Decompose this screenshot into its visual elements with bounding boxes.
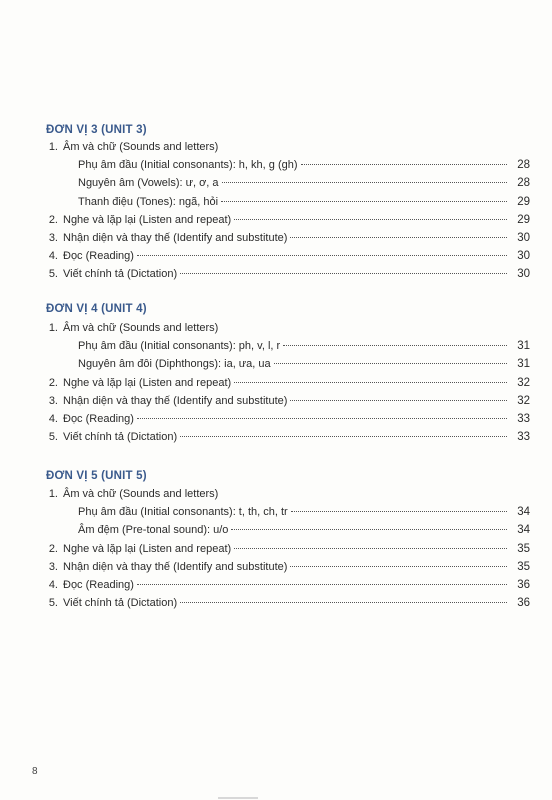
entry-label: Âm và chữ (Sounds and letters) [63, 141, 219, 153]
entry-label: Nhận diện và thay thế (Identify and substitute) [63, 560, 288, 573]
entry-number: 5. [48, 431, 58, 444]
toc-entry[interactable] [44, 393, 530, 409]
dot-leader [180, 436, 507, 437]
dot-leader [221, 201, 507, 202]
toc-subentry[interactable] [78, 175, 530, 191]
toc-entry[interactable] [44, 559, 530, 575]
dot-leader [222, 182, 507, 183]
entry-label: Phụ âm đầu (Initial consonants): ph, v, l, r [78, 340, 281, 353]
toc-subentry[interactable] [78, 356, 530, 372]
entry-page-number: 29 [517, 213, 530, 226]
dot-leader [234, 548, 507, 549]
toc-entry[interactable] [44, 541, 530, 557]
entry-label: Âm đệm (Pre-tonal sound): u/o [78, 524, 229, 537]
toc-entry[interactable] [44, 266, 530, 282]
entry-page-number: 28 [517, 177, 530, 190]
entry-label: Nghe và lặp lại (Listen and repeat) [63, 213, 232, 226]
toc-subentry[interactable] [78, 157, 530, 173]
entry-label: Viết chính tả (Dictation) [63, 268, 178, 281]
unit-title: ĐƠN VỊ 4 (UNIT 4) [46, 303, 147, 315]
entry-label: Đọc (Reading) [63, 250, 134, 263]
unit-title: ĐƠN VỊ 5 (UNIT 5) [46, 470, 147, 482]
toc-entry[interactable] [44, 212, 530, 228]
entry-number: 5. [48, 268, 58, 281]
entry-number: 1. [48, 322, 58, 334]
dot-leader [231, 529, 507, 530]
dot-leader [234, 382, 507, 383]
toc-subentry[interactable] [78, 194, 530, 210]
entry-page-number: 30 [517, 268, 530, 281]
entry-number: 3. [48, 394, 58, 407]
entry-number: 4. [48, 250, 58, 263]
dot-leader [137, 255, 507, 256]
toc-subentry[interactable] [78, 504, 530, 520]
entry-label: Nghe và lặp lại (Listen and repeat) [63, 542, 232, 555]
entry-label: Viết chính tả (Dictation) [63, 597, 178, 610]
entry-page-number: 36 [517, 597, 530, 610]
entry-number: 3. [48, 560, 58, 573]
entry-page-number: 31 [517, 358, 530, 371]
entry-label: Âm và chữ (Sounds and letters) [63, 488, 219, 500]
dot-leader [234, 219, 507, 220]
entry-label: Nhận diện và thay thế (Identify and substitute) [63, 232, 288, 244]
toc-entry[interactable] [44, 411, 530, 427]
dot-leader [180, 602, 507, 603]
dot-leader [274, 363, 507, 364]
entry-number: 1. [48, 488, 58, 500]
entry-page-number: 33 [517, 413, 530, 425]
entry-page-number: 28 [517, 159, 530, 172]
entry-label: Nguyên âm (Vowels): ư, ơ, a [78, 177, 219, 190]
entry-number: 3. [48, 232, 58, 244]
unit-title: ĐƠN VỊ 3 (UNIT 3) [46, 124, 147, 136]
entry-number: 2. [48, 376, 58, 389]
entry-label: Nguyên âm đôi (Diphthongs): ia, ưa, ua [78, 358, 271, 371]
toc-entry[interactable] [44, 429, 530, 445]
entry-number: 4. [48, 413, 58, 425]
entry-page-number: 35 [517, 560, 530, 573]
entry-page-number: 32 [517, 376, 530, 389]
entry-label: Viết chính tả (Dictation) [63, 431, 178, 444]
dot-leader [290, 400, 507, 401]
toc-subentry[interactable] [78, 522, 530, 538]
entry-page-number: 30 [517, 232, 530, 244]
entry-label: Nghe và lặp lại (Listen and repeat) [63, 376, 232, 389]
entry-label: Thanh điệu (Tones): ngã, hỏi [78, 195, 219, 208]
entry-number: 1. [48, 141, 58, 153]
toc-entry[interactable] [44, 230, 530, 246]
entry-label: Phụ âm đầu (Initial consonants): h, kh, g (gh) [78, 159, 298, 172]
entry-number: 5. [48, 597, 58, 610]
entry-page-number: 34 [517, 506, 530, 519]
entry-label: Phụ âm đầu (Initial consonants): t, th, ch, tr [78, 506, 288, 519]
entry-page-number: 33 [517, 431, 530, 444]
scan-edge-mark [218, 797, 258, 799]
entry-page-number: 36 [517, 579, 530, 591]
entry-label: Đọc (Reading) [63, 413, 134, 425]
entry-page-number: 35 [517, 542, 530, 555]
entry-number: 2. [48, 542, 58, 555]
entry-page-number: 34 [517, 524, 530, 537]
toc-entry[interactable] [44, 577, 530, 593]
toc-entry[interactable] [44, 375, 530, 391]
dot-leader [290, 566, 507, 567]
dot-leader [291, 511, 507, 512]
toc-entry[interactable] [44, 595, 530, 611]
dot-leader [301, 164, 507, 165]
toc-entry[interactable] [44, 248, 530, 264]
entry-page-number: 32 [517, 394, 530, 407]
page-number: 8 [32, 766, 38, 777]
entry-label: Nhận diện và thay thế (Identify and substitute) [63, 394, 288, 407]
dot-leader [137, 584, 507, 585]
toc-entry[interactable] [44, 486, 530, 502]
dot-leader [137, 418, 507, 419]
entry-number: 2. [48, 213, 58, 226]
toc-subentry[interactable] [78, 338, 530, 354]
entry-label: Đọc (Reading) [63, 579, 134, 591]
entry-page-number: 29 [517, 195, 530, 208]
dot-leader [180, 273, 507, 274]
entry-label: Âm và chữ (Sounds and letters) [63, 322, 219, 334]
entry-page-number: 31 [517, 340, 530, 353]
dot-leader [290, 237, 507, 238]
dot-leader [283, 345, 507, 346]
toc-entry[interactable] [44, 320, 530, 336]
toc-entry[interactable] [44, 139, 530, 155]
entry-number: 4. [48, 579, 58, 591]
entry-page-number: 30 [517, 250, 530, 263]
